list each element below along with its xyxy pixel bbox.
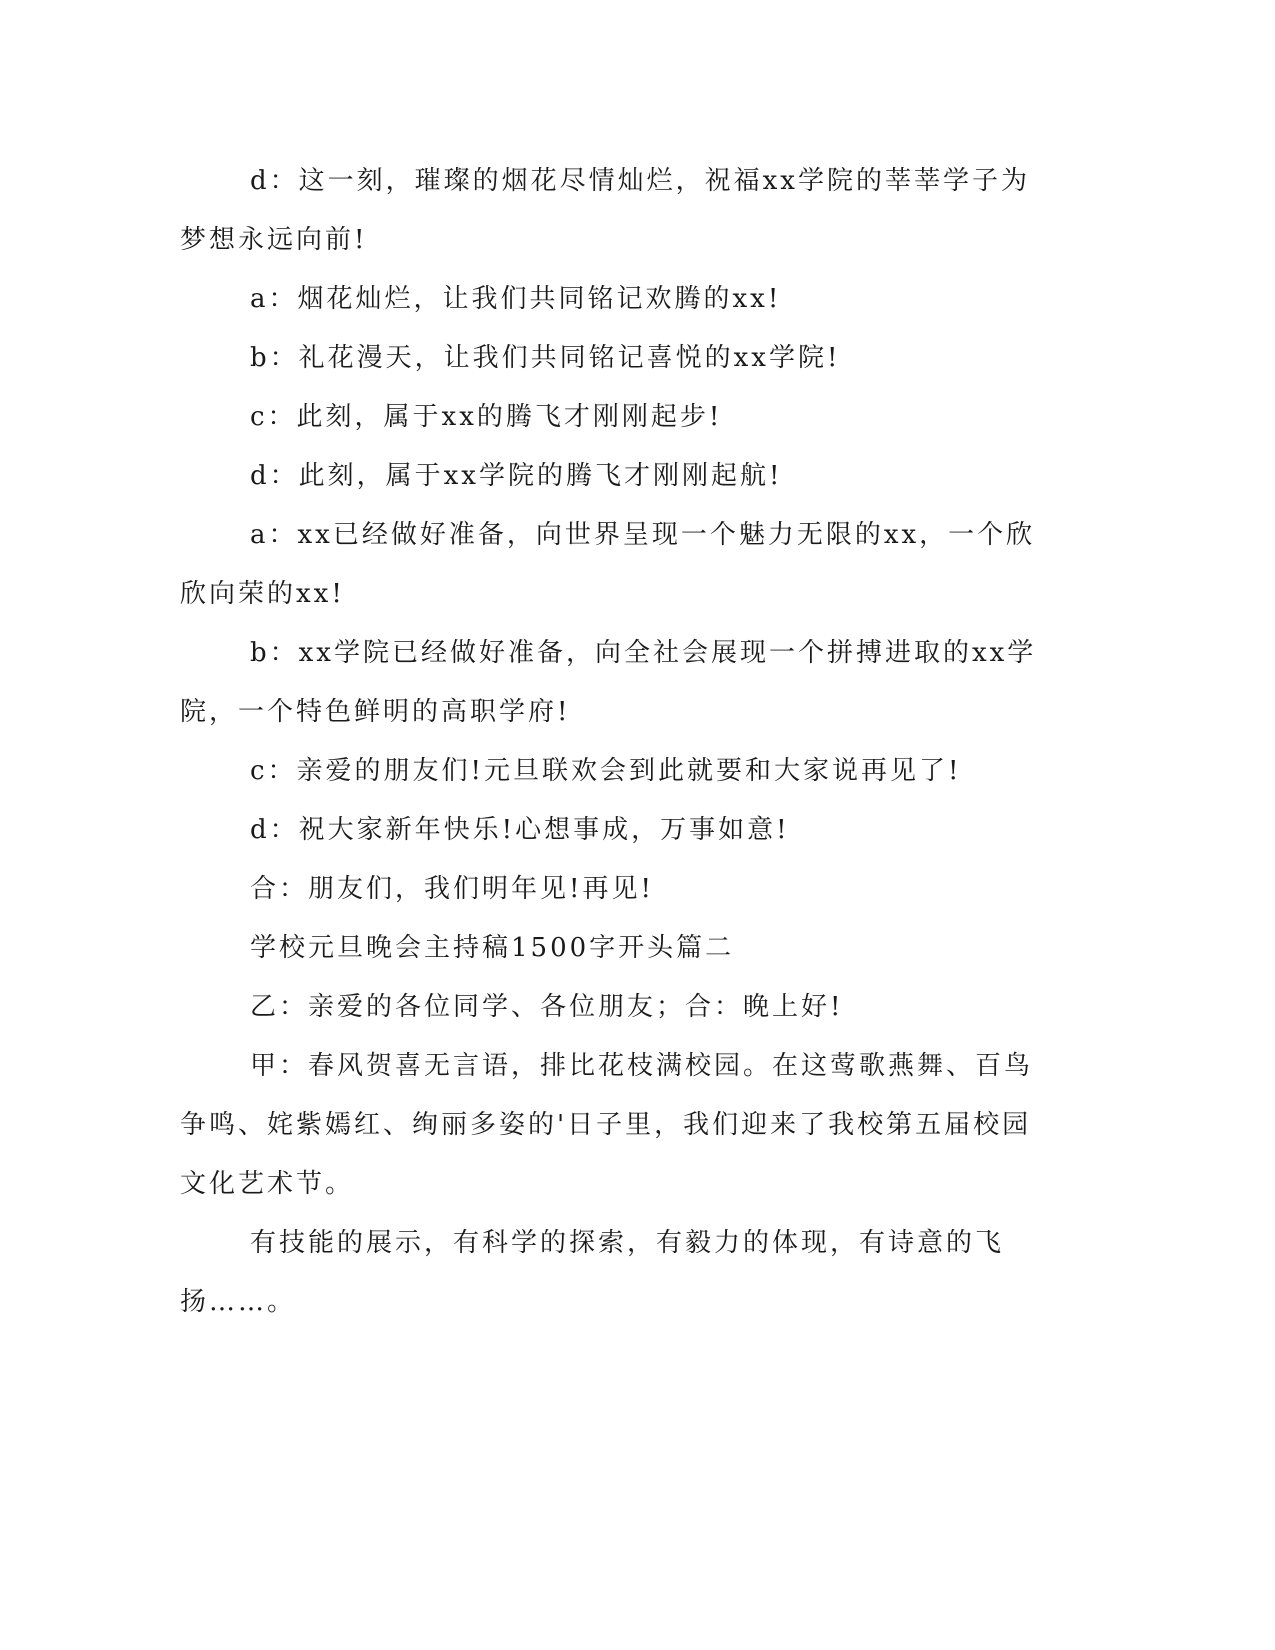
- section-heading: 学校元旦晚会主持稿1500字开头篇二: [250, 933, 735, 963]
- paragraph-a-ready: a：xx已经做好准备，向世界呈现一个魅力无限的xx，一个欣欣向荣的xx!: [180, 520, 1036, 609]
- paragraph-c-goodbye: c：亲爱的朋友们!元旦联欢会到此就要和大家说再见了!: [250, 756, 962, 786]
- paragraph-b-ready: b：xx学院已经做好准备，向全社会展现一个拼搏进取的xx学院，一个特色鲜明的高职学府!: [180, 638, 1037, 727]
- paragraph-together-farewell: 合：朋友们，我们明年见!再见!: [250, 874, 654, 904]
- paragraph-d-wishes: d：祝大家新年快乐!心想事成，万事如意!: [250, 815, 790, 845]
- paragraph-jia-opening: 甲：春风贺喜无言语，排比花枝满校园。在这莺歌燕舞、百鸟争鸣、姹紫嫣红、绚丽多姿的'日子里，我们迎来了我校第五届校园文化艺术节。: [180, 1051, 1034, 1199]
- paragraph-b-salute: b：礼花漫天，让我们共同铭记喜悦的xx学院!: [250, 343, 841, 373]
- paragraph-a-fireworks: a：烟花灿烂，让我们共同铭记欢腾的xx!: [250, 284, 782, 314]
- paragraph-highlights: 有技能的展示，有科学的探索，有毅力的体现，有诗意的飞扬……。: [180, 1228, 1005, 1317]
- paragraph-d-fireworks: d：这一刻，璀璨的烟花尽情灿烂，祝福xx学院的莘莘学子为梦想永远向前!: [180, 166, 1030, 255]
- paragraph-yi-greeting: 乙：亲爱的各位同学、各位朋友；合：晚上好!: [250, 992, 844, 1022]
- paragraph-d-sail: d：此刻，属于xx学院的腾飞才刚刚起航!: [250, 461, 783, 491]
- document-body: [180, 152, 1040, 1332]
- paragraph-c-takeoff: c：此刻，属于xx的腾飞才刚刚起步!: [250, 402, 723, 432]
